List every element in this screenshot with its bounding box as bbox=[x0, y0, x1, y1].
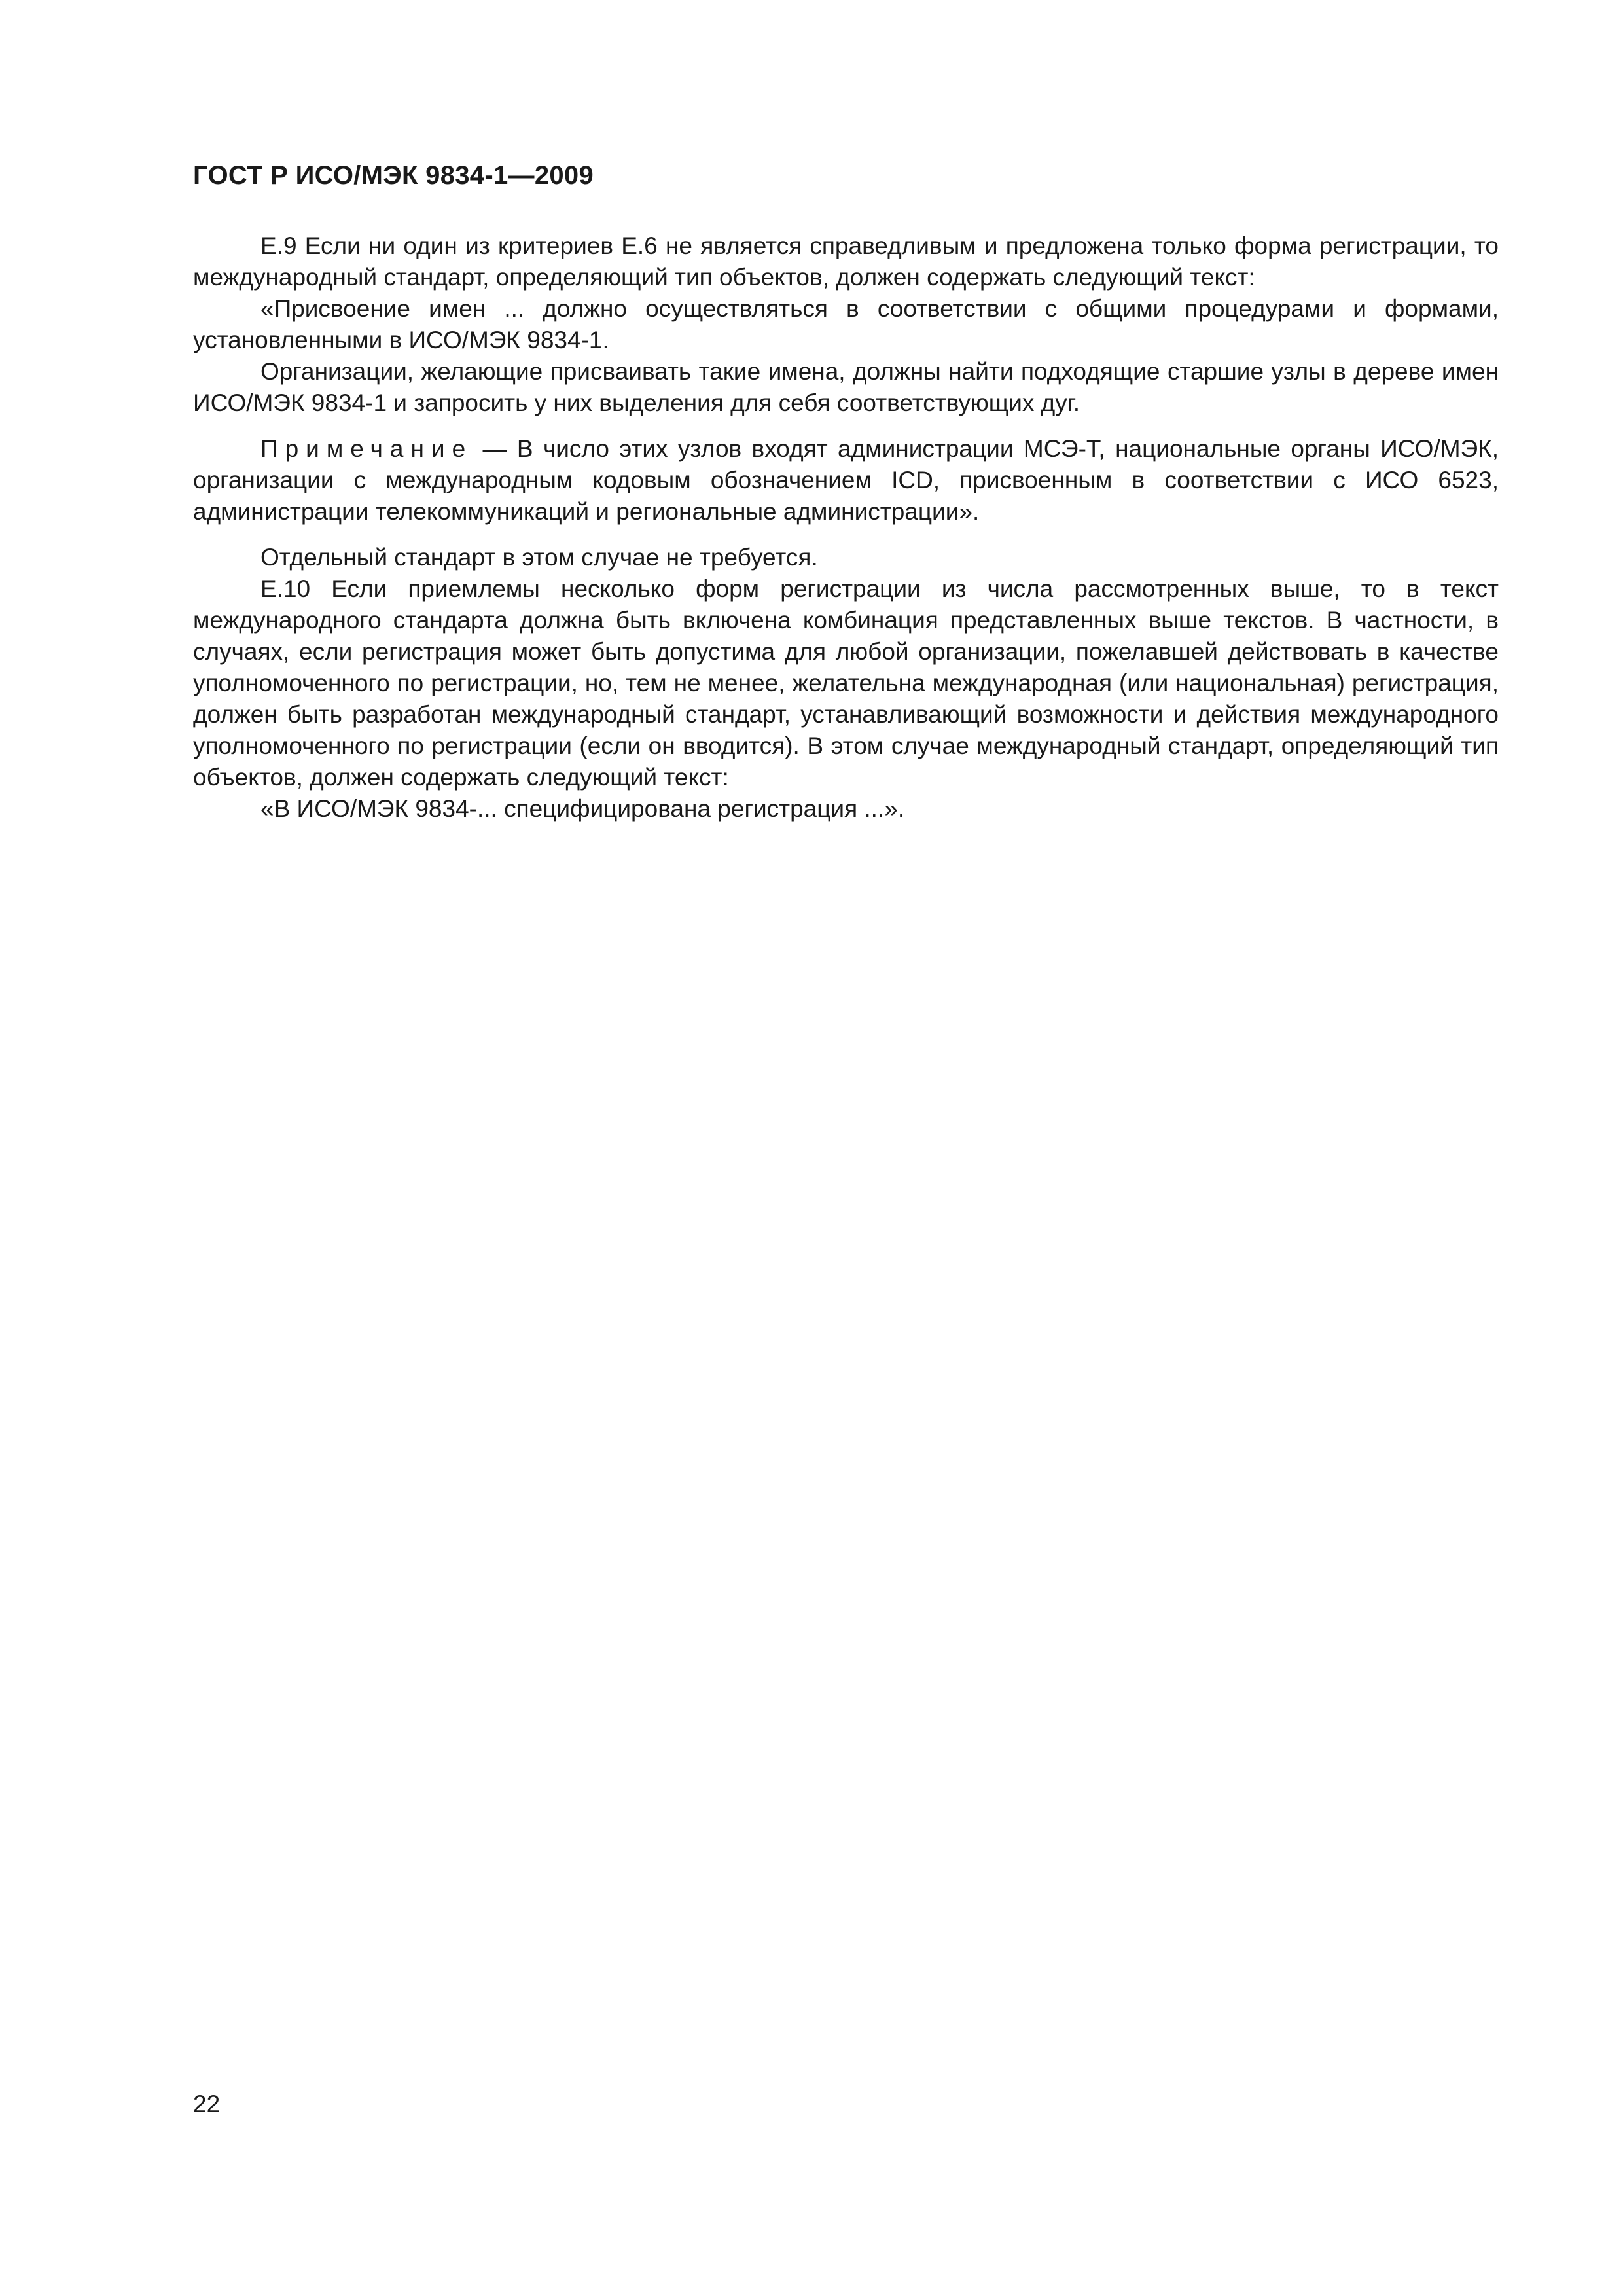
paragraph-e9: Е.9 Если ни один из критериев Е.6 не является справедливым и предложена только форма регистрации, то международный стандарт, определяющий тип объектов, должен содержать следующий текст: bbox=[193, 232, 1499, 291]
paragraph-separate-standard: Отдельный стандарт в этом случае не требуется. bbox=[260, 544, 818, 571]
note-label: Примечание bbox=[260, 435, 473, 462]
paragraph-quote-registration: «В ИСО/МЭК 9834-... специфицирована регистрация ...». bbox=[260, 795, 905, 822]
paragraph-e10: Е.10 Если приемлемы несколько форм регистрации из числа рассмотренных выше, то в текст международного стандарта должна быть включена комбинация представленных выше текстов. В частности, в случаях, если регистрация может быть допустима для любой организации, пожелавшей действовать в качестве уполномоченного по регистрации, но, тем не менее, желательна международная (или национальная) регистрация, должен быть разработан международный стандарт, устанавливающий возможности и действия международного уполномоченного по регистрации (если он вводится). В этом случае международный стандарт, определяющий тип объектов, должен содержать следующий текст: bbox=[193, 575, 1499, 791]
paragraph-quote-start: «Присвоение имен ... должно осуществляться в соответствии с общими процедурами и формами, установленными в ИСО/МЭК 9834-1. bbox=[193, 295, 1499, 353]
body-text bbox=[193, 230, 1499, 825]
note-text: — В число этих узлов входят администрации МСЭ-Т, национальные органы ИСО/МЭК, организации с международным кодовым обозначением ICD, присвоенным в соответствии с ИСО 6523, администрации телекоммуникаций и региональные администрации». bbox=[193, 435, 1499, 525]
page-number: 22 bbox=[193, 2090, 221, 2117]
document-header: ГОСТ Р ИСО/МЭК 9834-1—2009 bbox=[193, 161, 594, 190]
note-paragraph bbox=[193, 433, 1499, 528]
paragraph-organizations: Организации, желающие присваивать такие имена, должны найти подходящие старшие узлы в дереве имен ИСО/МЭК 9834-1 и запросить у них выделения для себя соответствующих дуг. bbox=[193, 358, 1499, 416]
